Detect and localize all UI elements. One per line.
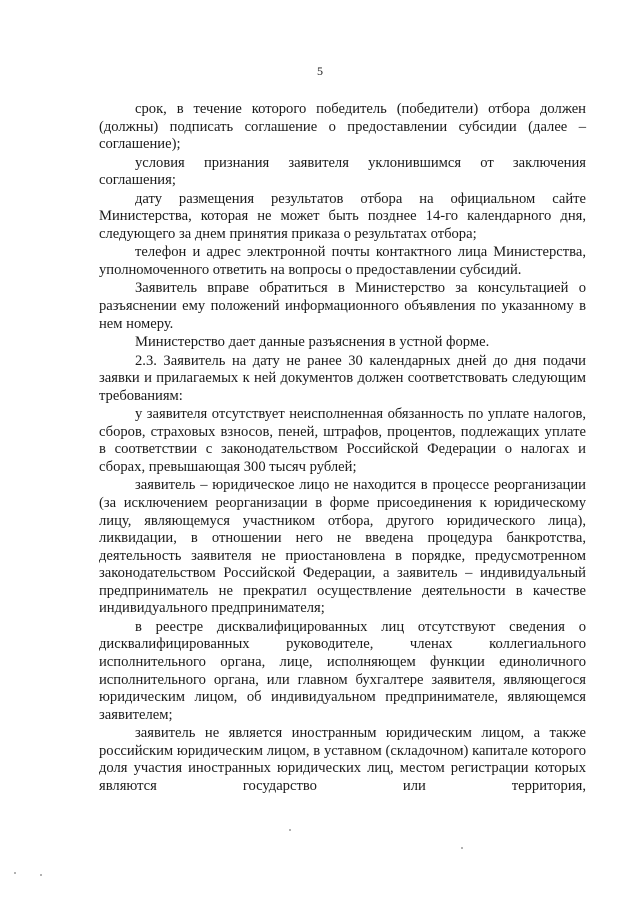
paragraph-tax-arrears: у заявителя отсутствует неисполненная обязанность по уплате налогов, сборов, страховых взносов, пеней, штрафов, процентов, подлежащих уплате в соответствии с законодательством Российской Федерации о налогах и сборах, превышающая 300 тысяч рублей; [99, 406, 586, 475]
paragraph-contact-info: телефон и адрес электронной почты контактного лица Министерства, уполномоченного ответить на вопросы о предоставлении субсидий. [99, 244, 586, 278]
paragraph-evasion-conditions: условия признания заявителя уклонившимся от заключения соглашения; [99, 154, 586, 189]
paragraph-foreign-entity: заявитель не является иностранным юридическим лицом, а также российским юридическим лицом, в уставном (складочном) капитале которого доля участия иностранных юридических лиц, местом регистрации которых являются государство или территория, [99, 725, 586, 794]
paragraph-section-2-3: 2.3. Заявитель на дату не ранее 30 календарных дней до дня подачи заявки и прилагаемых к ней документов должен соответствовать следующим требованиям: [99, 352, 586, 404]
paragraph-agreement-deadline: срок, в течение которого победитель (победители) отбора должен (должны) подписать соглашение о предоставлении субсидии (далее – соглашение); [99, 101, 586, 153]
body-text [99, 101, 586, 795]
scan-speck [40, 874, 42, 876]
paragraph-consultation: Заявитель вправе обратиться в Министерство за консультацией о разъяснении ему положений информационного объявления по указанному в нем номеру. [99, 280, 586, 332]
scan-speck [289, 829, 291, 831]
paragraph-oral-form: Министерство дает данные разъяснения в устной форме. [135, 334, 490, 351]
paragraph-reorganization: заявитель – юридическое лицо не находится в процессе реорганизации (за исключением реорганизации в форме присоединения к юридическому лицу, являющемуся участником отбора, другого юридического лица), ликвидации, в отношении него не введена процедура банкротства, деятельность заявителя не приостановлена в порядке, предусмотренном законодательством Российской Федерации, а заявитель – индивидуальный предприниматель не прекратил осуществление деятельности в качестве индивидуального предпринимателя; [99, 477, 586, 617]
paragraph-disqualified-registry: в реестре дисквалифицированных лиц отсутствуют сведения о дисквалифицированных руководителе, членах коллегиального исполнительного органа, лице, исполняющем функции единоличного исполнительного органа, или главном бухгалтере заявителя, являющегося юридическим лицом, об индивидуальном предпринимателе, являющемся заявителем; [99, 618, 586, 723]
page-number: 5 [317, 64, 323, 78]
paragraph-results-date: дату размещения результатов отбора на официальном сайте Министерства, которая не может быть позднее 14-го календарного дня, следующего за днем принятия приказа о результатах отбора; [99, 190, 586, 242]
scan-speck [14, 872, 16, 874]
scan-speck [461, 847, 463, 849]
